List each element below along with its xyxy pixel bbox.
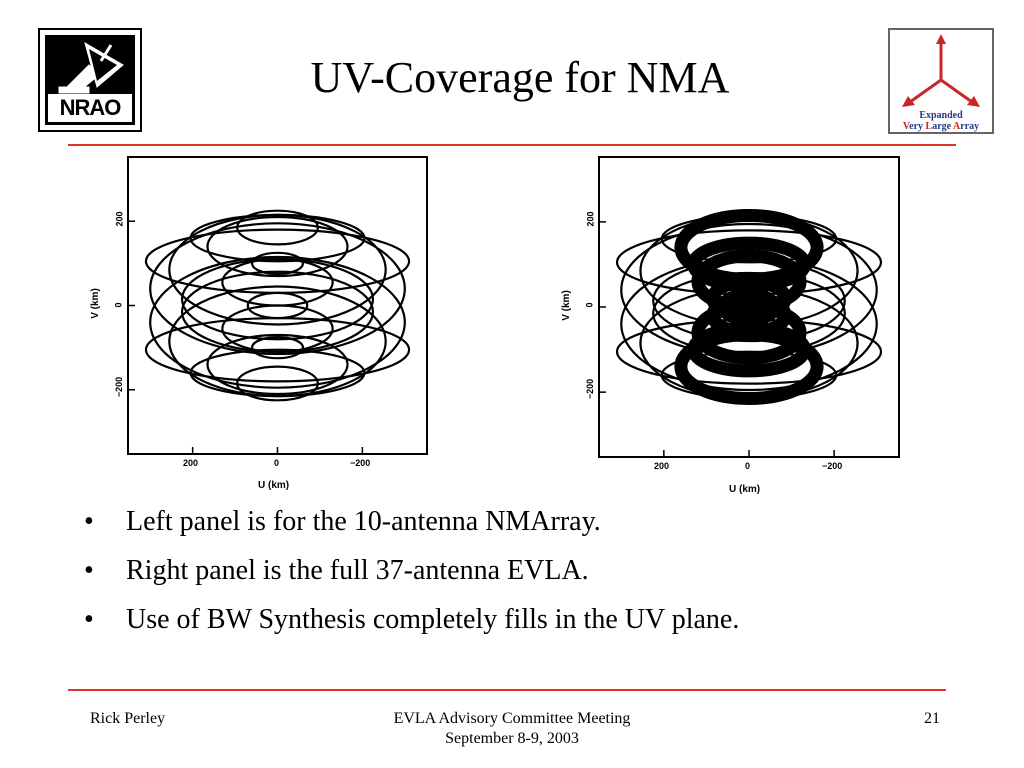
nrao-logo bbox=[38, 28, 142, 132]
y-tick-label: −200 bbox=[585, 378, 596, 400]
uv-track bbox=[191, 350, 365, 396]
uv-tracks-left bbox=[129, 158, 426, 453]
x-tick-label: 0 bbox=[274, 458, 280, 468]
uv-track bbox=[191, 215, 365, 261]
bullet-text: Right panel is the full 37-antenna EVLA. bbox=[126, 555, 589, 586]
footer-event-name: EVLA Advisory Committee Meeting bbox=[393, 710, 631, 727]
evla-array-icon bbox=[890, 30, 992, 110]
bullet-text: Left panel is for the 10-antenna NMArray. bbox=[126, 506, 601, 537]
nrao-logo-text: NRAO bbox=[48, 94, 132, 122]
footer-event-date: September 8-9, 2003 bbox=[445, 730, 579, 747]
x-tick-label: 0 bbox=[745, 461, 751, 471]
footer-author: Rick Perley bbox=[90, 710, 166, 727]
bullet-item bbox=[84, 603, 964, 652]
y-tick-label: 0 bbox=[584, 302, 595, 308]
x-tick-label: −200 bbox=[350, 458, 371, 468]
evla-logo-line1: Expanded bbox=[919, 110, 963, 121]
y-tick-label: 200 bbox=[585, 211, 596, 227]
y-axis-title: V (km) bbox=[560, 290, 572, 321]
x-axis-title: U (km) bbox=[729, 484, 761, 495]
y-tick-label: −200 bbox=[114, 376, 125, 398]
uv-track bbox=[207, 335, 347, 394]
x-axis-title: U (km) bbox=[258, 480, 290, 491]
x-tick-label: 200 bbox=[183, 458, 199, 468]
title-divider bbox=[68, 144, 956, 146]
bullet-dot: • bbox=[84, 555, 94, 586]
y-tick-label: 0 bbox=[113, 302, 124, 308]
bullet-item bbox=[84, 505, 964, 554]
x-tick-label: −200 bbox=[822, 461, 843, 471]
bullet-dot: • bbox=[84, 506, 94, 537]
uv-tracks-right bbox=[600, 158, 898, 456]
bullet-dot: • bbox=[84, 604, 94, 635]
evla-logo-line2: Very Large Array bbox=[902, 121, 980, 132]
footer-event bbox=[312, 709, 712, 749]
bullet-list bbox=[84, 505, 964, 652]
slide-title: UV-Coverage for NMA bbox=[310, 53, 730, 102]
evla-logo bbox=[888, 28, 994, 134]
uv-track bbox=[222, 306, 332, 352]
uv-track bbox=[207, 217, 347, 276]
uv-track bbox=[222, 259, 332, 305]
bullet-item bbox=[84, 554, 964, 603]
y-axis-title: V (km) bbox=[89, 288, 101, 319]
x-tick-label: 200 bbox=[654, 461, 670, 471]
slide-number: 21 bbox=[924, 710, 940, 727]
plot-frame-right bbox=[598, 156, 900, 458]
plot-frame-left bbox=[127, 156, 428, 455]
telescope-icon bbox=[45, 35, 135, 97]
footer-divider bbox=[68, 689, 946, 691]
y-tick-label: 200 bbox=[114, 211, 125, 227]
bullet-text: Use of BW Synthesis completely fills in the UV plane. bbox=[126, 604, 740, 635]
